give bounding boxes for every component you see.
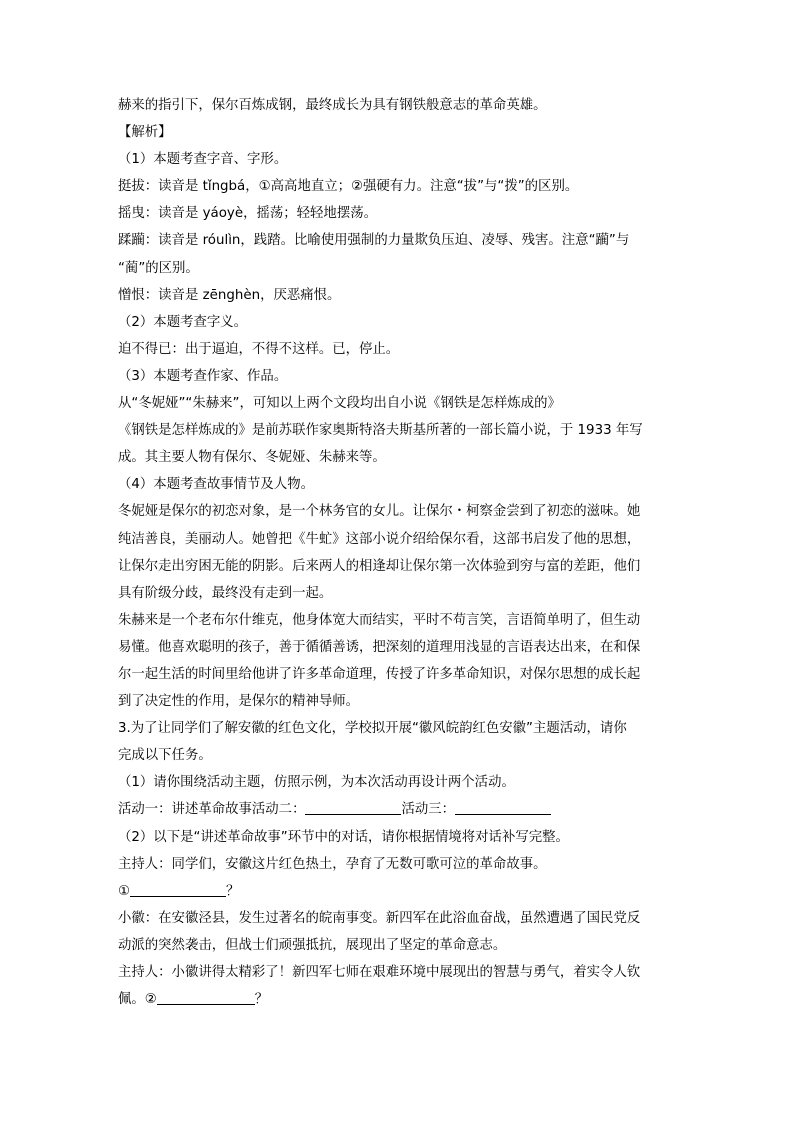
xiaohui-line: 动派的突然袭击，但战士们顽强抵抗，展现出了坚定的革命意志。 [118, 937, 507, 953]
text-line: 尔一起生活的时间里给他讲了许多革命道理，传授了许多革命知识，对保尔思想的成长起 [118, 666, 641, 682]
text-line: 朱赫来是一个老布尔什维克，他身体宽大而结实，平时不苟言笑，言语简单明了，但生动 [118, 612, 641, 628]
question-1-blank[interactable] [130, 882, 226, 897]
activity-line [118, 796, 678, 823]
text-line: （4）本题考查故事情节及人物。 [118, 477, 314, 493]
text-line: （2）以下是“讲述革命故事”环节中的对话，请你根据情境将对话补写完整。 [118, 829, 569, 845]
text-line: 纯洁善良，美丽动人。她曾把《牛虻》这部小说介绍给保尔看，这部书启发了他的思想， [118, 531, 641, 547]
text-line: 让保尔走出穷困无能的阴影。后来两人的相逢却让保尔第一次体验到穷与富的差距，他们 [118, 558, 641, 574]
text-line: （1）本题考查字音、字形。 [118, 152, 288, 168]
text-line: 摇曳：读音是 yáoyè，摇荡；轻轻地摆荡。 [118, 206, 377, 222]
text-line: （1）请你围绕活动主题，仿照示例，为本次活动再设计两个活动。 [118, 775, 515, 791]
text-line: 憎恨：读音是 zēnghèn，厌恶痛恨。 [118, 287, 341, 303]
text-line: 到了决定性的作用，是保尔的精神导师。 [118, 694, 360, 710]
text-line: 赫来的指引下，保尔百炼成钢，最终成长为具有钢铁般意志的革命英雄。 [118, 98, 547, 113]
question-2-mark: ？ [254, 992, 269, 1008]
text-line: 成。其主要人物有保尔、冬妮娅、朱赫来等。 [118, 450, 386, 466]
text-line: 《钢铁是怎样炼成的》是前苏联作家奥斯特洛夫斯基所著的一部长篇小说，于 1933 年写 [118, 423, 643, 439]
section-heading-analysis: 【解析】 [118, 125, 172, 141]
text-line: “蔺”的区别。 [118, 260, 199, 276]
question-1-marker: ① [118, 883, 131, 899]
text-line: 具有阶级分歧，最终没有走到一起。 [118, 585, 333, 601]
question-2-line [118, 986, 678, 1013]
document-page [118, 92, 678, 1013]
text-line: 迫不得已：出于逼迫，不得不这样。已，停止。 [118, 341, 400, 357]
xiaohui-line: 小徽：在安徽泾县，发生过著名的皖南事变。新四军在此浴血奋战，虽然遭遇了国民党反 [118, 910, 641, 926]
host-line-1: 主持人：同学们，安徽这片红色热土，孕育了无数可歌可泣的革命故事。 [118, 856, 547, 872]
activity-2-blank[interactable] [305, 800, 401, 815]
activity-3-blank[interactable] [455, 800, 551, 815]
text-line: （2）本题考查字义。 [118, 314, 248, 330]
text-line: 易懂。他喜欢聪明的孩子，善于循循善诱，把深刻的道理用浅显的言语表达出来，在和保 [118, 639, 641, 655]
text-line: 从“冬妮娅”“朱赫来”，可知以上两个文段均出自小说《钢铁是怎样炼成的》 [118, 396, 561, 412]
activity-label-1: 活动一：讲述革命故事活动二： [118, 802, 306, 818]
question-1-mark: ？ [226, 883, 240, 899]
text-line: 完成以下任务。 [118, 748, 212, 764]
question-1-line [118, 878, 678, 905]
activity-label-3: 活动三： [401, 802, 456, 818]
text-line: 蹂躏：读音是 róulìn，践踏。比喻使用强制的力量欺负压迫、凌辱、残害。注意“躏”与 [118, 233, 630, 249]
host-line-2: 主持人：小徽讲得太精彩了！新四军七师在艰难环境中展现出的智慧与勇气，着实令人钦 [118, 965, 641, 980]
question-2-blank[interactable] [157, 990, 255, 1005]
text-line: 挺拔：读音是 tǐngbá，①高高地直立；②强硬有力。注意“拔”与“拨”的区别。 [118, 179, 579, 195]
text-line: （3）本题考查作家、作品。 [118, 368, 288, 384]
question-3-text: 3.为了让同学们了解安徽的红色文化，学校拟开展“徽风皖韵红色安徽”主题活动，请你 [118, 721, 627, 737]
text-line: 冬妮娅是保尔的初恋对象，是一个林务官的女儿。让保尔・柯察金尝到了初恋的滋味。她 [118, 504, 641, 520]
question-2-prefix: 佩。② [118, 992, 157, 1008]
